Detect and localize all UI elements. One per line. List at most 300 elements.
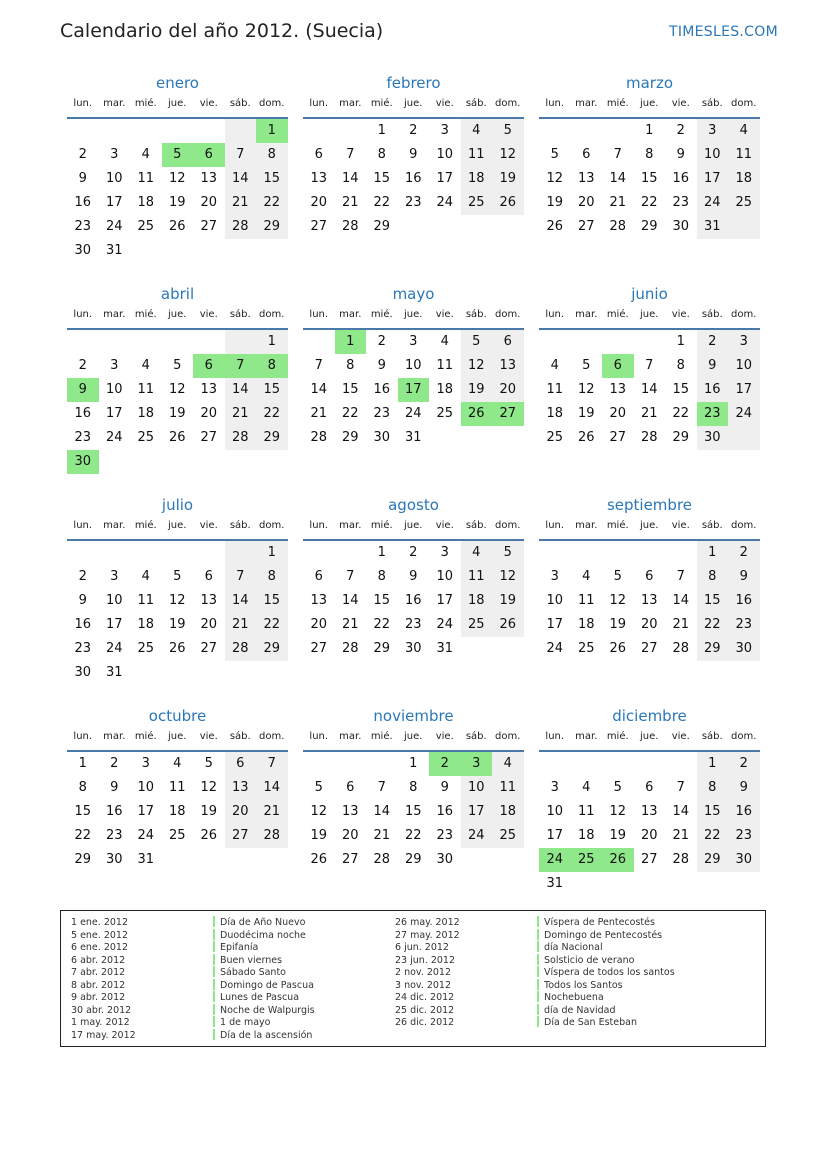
day-cell: 22 [263,617,281,632]
weekday-label: mié. [370,309,393,320]
day-cell: 11 [499,780,517,795]
month-name: febrero [386,74,441,92]
weekday-label: dom. [731,731,757,742]
day-cell: 3 [110,147,119,162]
holiday-name [537,1005,675,1018]
month-octubre [67,707,288,897]
weekday-header [67,309,288,323]
holiday-name-text: Domingo de Pascua [220,979,314,991]
weekday-label: mié. [606,98,629,109]
day-cell: 28 [263,828,281,843]
day-cell: 28 [672,852,690,867]
holiday-name [213,980,315,993]
holiday-name [213,917,315,930]
day-cell: 26 [168,641,186,656]
day-cell: 26 [546,219,564,234]
weekday-header [67,731,288,745]
day-cell: 15 [341,382,359,397]
day-grid [67,752,288,898]
day-cell: 21 [263,804,281,819]
day-cell: 20 [310,195,328,210]
day-cell: 27 [341,852,359,867]
day-cell: 18 [735,171,753,186]
day-cell: 11 [137,593,155,608]
day-cell: 14 [609,171,627,186]
day-cell: 16 [404,593,422,608]
day-cell: 27 [609,430,627,445]
weekday-header [303,520,524,534]
day-cell: 17 [105,617,123,632]
day-cell: 4 [173,756,182,771]
day-cell: 10 [436,569,454,584]
weekday-header [303,98,524,112]
day-cell: 1 [409,756,418,771]
day-cell: 14 [231,382,249,397]
holiday-name [213,930,315,943]
day-cell: 10 [137,780,155,795]
holiday-marker [213,916,215,927]
day-cell: 3 [550,780,559,795]
weekday-label: mié. [134,520,157,531]
day-cell: 23 [74,641,92,656]
weekday-label: sáb. [229,520,251,531]
day-cell: 7 [377,780,386,795]
day-cell: 29 [703,641,721,656]
day-cell: 22 [373,195,391,210]
weekday-label: vie. [671,520,690,531]
day-grid [67,330,288,476]
holiday-date: 5 ene. 2012 [71,929,128,941]
holiday-day-cell: 8 [256,354,288,378]
day-cell: 1 [267,545,276,560]
weekday-label: dom. [259,98,285,109]
day-cell: 4 [503,756,512,771]
weekday-label: mié. [134,309,157,320]
month-agosto [303,496,524,686]
month-name: diciembre [612,707,687,725]
day-grid [303,541,524,687]
day-cell: 14 [231,593,249,608]
weekday-label: mar. [339,731,362,742]
day-cell: 25 [499,828,517,843]
day-cell: 28 [609,219,627,234]
day-cell: 18 [577,617,595,632]
holiday-day-cell: 6 [602,354,634,378]
day-cell: 16 [404,171,422,186]
day-cell: 27 [200,641,218,656]
day-cell: 22 [263,406,281,421]
month-name: agosto [388,496,439,514]
day-cell: 12 [467,358,485,373]
day-cell: 27 [577,219,595,234]
day-cell: 22 [263,195,281,210]
weekday-label: mié. [134,731,157,742]
holiday-name-text: Domingo de Pentecostés [544,929,663,941]
day-cell: 15 [703,593,721,608]
holiday-marker [213,954,215,965]
day-cell: 29 [373,219,391,234]
day-cell: 29 [672,430,690,445]
day-cell: 4 [141,358,150,373]
holiday-marker [213,966,215,977]
day-cell: 21 [231,195,249,210]
holiday-day-cell: 3 [461,752,493,776]
day-cell: 27 [200,430,218,445]
weekday-label: lun. [309,731,329,742]
weekday-label: mar. [339,520,362,531]
day-cell: 3 [110,569,119,584]
holiday-names-column-1 [213,917,315,1042]
brand-link[interactable]: TIMESLES.COM [669,24,778,40]
day-cell: 16 [703,382,721,397]
day-cell: 20 [200,617,218,632]
day-cell: 25 [467,617,485,632]
day-cell: 4 [472,123,481,138]
weekday-label: vie. [435,520,454,531]
month-mayo [303,285,524,475]
month-julio [67,496,288,686]
day-cell: 19 [499,171,517,186]
day-cell: 17 [105,195,123,210]
day-cell: 12 [499,569,517,584]
day-cell: 18 [499,804,517,819]
holiday-day-cell: 6 [193,143,225,167]
day-cell: 16 [436,804,454,819]
day-cell: 11 [137,171,155,186]
day-cell: 14 [672,593,690,608]
day-cell: 5 [503,123,512,138]
day-cell: 14 [341,593,359,608]
day-cell: 7 [236,147,245,162]
day-cell: 1 [377,123,386,138]
day-cell: 20 [341,828,359,843]
day-cell: 22 [640,195,658,210]
day-cell: 5 [613,780,622,795]
day-cell: 24 [436,617,454,632]
day-cell: 26 [200,828,218,843]
weekday-label: lun. [545,309,565,320]
day-cell: 22 [672,406,690,421]
day-cell: 25 [168,828,186,843]
day-cell: 19 [546,195,564,210]
day-cell: 21 [373,828,391,843]
day-cell: 15 [373,593,391,608]
day-cell: 21 [231,617,249,632]
day-cell: 25 [137,641,155,656]
day-cell: 26 [577,430,595,445]
day-cell: 8 [676,358,685,373]
day-cell: 7 [676,569,685,584]
day-cell: 5 [503,545,512,560]
holiday-marker [537,954,539,965]
holiday-marker [213,979,215,990]
holiday-name-text: Epifanía [220,942,259,953]
day-cell: 15 [263,593,281,608]
holiday-name [213,967,315,980]
day-cell: 10 [467,780,485,795]
day-cell: 21 [341,617,359,632]
day-cell: 10 [436,147,454,162]
weekday-header [539,731,760,745]
day-cell: 22 [703,828,721,843]
day-cell: 11 [546,382,564,397]
holiday-marker [537,941,539,952]
holiday-marker [537,929,539,940]
holiday-name-text: Día de San Esteban [544,1017,637,1028]
day-cell: 20 [200,195,218,210]
holiday-name-text: Víspera de Pentecostés [544,917,655,928]
day-cell: 17 [105,406,123,421]
day-cell: 15 [703,804,721,819]
weekday-label: mar. [103,731,126,742]
day-cell: 10 [105,171,123,186]
month-abril [67,285,288,475]
day-cell: 7 [645,358,654,373]
day-cell: 2 [110,756,119,771]
day-cell: 12 [310,804,328,819]
weekday-label: lun. [545,731,565,742]
day-cell: 29 [341,430,359,445]
day-cell: 1 [267,334,276,349]
day-cell: 28 [310,430,328,445]
day-cell: 26 [168,219,186,234]
day-grid [539,330,760,476]
holiday-date: 26 dic. 2012 [395,1017,455,1028]
day-cell: 5 [173,569,182,584]
day-cell: 20 [310,617,328,632]
holiday-date: 1 ene. 2012 [71,917,128,928]
day-cell: 3 [440,123,449,138]
day-cell: 10 [105,382,123,397]
day-cell: 3 [110,358,119,373]
day-cell: 13 [231,780,249,795]
weekday-label: jue. [168,309,187,320]
day-cell: 25 [735,195,753,210]
month-name: noviembre [373,707,454,725]
month-noviembre [303,707,524,897]
day-cell: 25 [467,195,485,210]
day-cell: 19 [499,593,517,608]
month-diciembre [539,707,760,897]
weekday-label: mar. [339,98,362,109]
day-cell: 2 [78,358,87,373]
weekday-label: sáb. [229,731,251,742]
day-cell: 29 [263,641,281,656]
weekday-label: lun. [309,98,329,109]
weekday-label: sáb. [465,731,487,742]
holiday-marker [537,916,539,927]
day-cell: 18 [436,382,454,397]
weekday-header [539,520,760,534]
holiday-date: 6 abr. 2012 [71,954,126,966]
day-cell: 18 [577,828,595,843]
day-cell: 12 [499,147,517,162]
day-cell: 19 [609,828,627,843]
holiday-date: 9 abr. 2012 [71,992,126,1003]
weekday-label: mié. [606,309,629,320]
weekday-label: dom. [495,731,521,742]
weekday-header [67,98,288,112]
day-cell: 8 [377,569,386,584]
weekday-label: dom. [731,98,757,109]
day-cell: 30 [436,852,454,867]
day-cell: 25 [436,406,454,421]
day-cell: 2 [708,334,717,349]
weekday-label: vie. [435,309,454,320]
weekday-label: lun. [545,520,565,531]
holiday-day-cell: 17 [398,378,430,402]
day-cell: 28 [231,219,249,234]
weekday-label: jue. [168,98,187,109]
day-cell: 12 [609,804,627,819]
day-cell: 19 [168,195,186,210]
day-cell: 13 [499,358,517,373]
holiday-name [213,1030,315,1043]
weekday-label: mié. [370,98,393,109]
day-cell: 9 [78,593,87,608]
day-cell: 18 [137,617,155,632]
weekday-label: lun. [73,731,93,742]
weekday-label: lun. [309,309,329,320]
day-cell: 15 [263,171,281,186]
day-cell: 6 [314,147,323,162]
day-cell: 6 [645,569,654,584]
holiday-day-cell: 2 [429,752,461,776]
holiday-name-text: Día de Año Nuevo [220,917,306,928]
day-cell: 31 [105,665,123,680]
day-cell: 28 [231,430,249,445]
weekday-label: sáb. [229,98,251,109]
weekday-label: vie. [435,731,454,742]
holiday-day-cell: 6 [193,354,225,378]
month-name: abril [160,285,195,303]
holiday-list [60,910,766,1047]
weekday-label: mar. [575,520,598,531]
holiday-name [537,1017,675,1030]
day-cell: 30 [74,665,92,680]
holiday-name-text: Duodécima noche [220,929,306,941]
holiday-marker [537,966,539,977]
day-cell: 30 [735,852,753,867]
weekday-label: vie. [199,731,218,742]
day-cell: 1 [676,334,685,349]
day-cell: 8 [377,147,386,162]
day-cell: 16 [735,593,753,608]
day-cell: 23 [672,195,690,210]
day-cell: 1 [78,756,87,771]
holiday-name-text: Día de la ascensión [220,1029,313,1041]
day-cell: 7 [346,147,355,162]
day-cell: 16 [74,406,92,421]
day-cell: 24 [467,828,485,843]
day-cell: 10 [735,358,753,373]
holiday-date: 26 may. 2012 [395,917,460,928]
day-cell: 6 [645,780,654,795]
day-cell: 24 [546,641,564,656]
weekday-label: dom. [495,309,521,320]
month-name: junio [631,285,668,303]
day-cell: 18 [137,406,155,421]
holiday-name-text: Noche de Walpurgis [220,1004,315,1016]
day-cell: 22 [341,406,359,421]
month-septiembre [539,496,760,686]
weekday-label: vie. [671,309,690,320]
day-grid [303,330,524,476]
holiday-marker [213,1004,215,1015]
weekday-label: jue. [640,731,659,742]
day-cell: 28 [231,641,249,656]
weekday-label: sáb. [465,309,487,320]
day-cell: 30 [373,430,391,445]
holiday-date: 24 dic. 2012 [395,992,455,1003]
holiday-date: 2 nov. 2012 [395,967,451,978]
holiday-day-cell: 7 [225,354,257,378]
day-cell: 10 [105,593,123,608]
day-cell: 13 [200,382,218,397]
day-cell: 24 [105,219,123,234]
month-junio [539,285,760,475]
day-cell: 24 [703,195,721,210]
day-cell: 15 [640,171,658,186]
day-cell: 9 [739,569,748,584]
holiday-date: 25 dic. 2012 [395,1004,455,1016]
day-cell: 19 [467,382,485,397]
day-cell: 2 [739,756,748,771]
weekday-label: mar. [339,309,362,320]
day-cell: 12 [168,593,186,608]
weekday-label: dom. [731,309,757,320]
holiday-name [537,967,675,980]
day-cell: 24 [404,406,422,421]
day-cell: 27 [231,828,249,843]
day-cell: 9 [409,147,418,162]
day-cell: 11 [467,147,485,162]
day-cell: 8 [409,780,418,795]
day-cell: 29 [703,852,721,867]
day-cell: 5 [472,334,481,349]
day-cell: 12 [577,382,595,397]
day-cell: 18 [168,804,186,819]
day-cell: 17 [137,804,155,819]
day-cell: 21 [640,406,658,421]
day-cell: 7 [236,569,245,584]
day-cell: 7 [346,569,355,584]
day-cell: 26 [609,641,627,656]
day-cell: 29 [263,430,281,445]
holiday-name [213,942,315,955]
day-cell: 14 [263,780,281,795]
holiday-names-column-2 [537,917,675,1030]
day-cell: 18 [467,593,485,608]
day-cell: 27 [200,219,218,234]
day-cell: 7 [676,780,685,795]
day-cell: 9 [110,780,119,795]
day-cell: 25 [137,430,155,445]
day-cell: 9 [377,358,386,373]
weekday-label: dom. [731,520,757,531]
weekday-label: mar. [575,98,598,109]
day-cell: 10 [703,147,721,162]
holiday-marker [537,1016,539,1027]
weekday-label: mié. [134,98,157,109]
holiday-date: 17 may. 2012 [71,1029,136,1041]
day-grid [539,119,760,265]
holiday-marker [537,1004,539,1015]
day-cell: 5 [173,358,182,373]
holiday-day-cell: 1 [256,119,288,143]
day-cell: 19 [609,617,627,632]
day-cell: 30 [404,641,422,656]
